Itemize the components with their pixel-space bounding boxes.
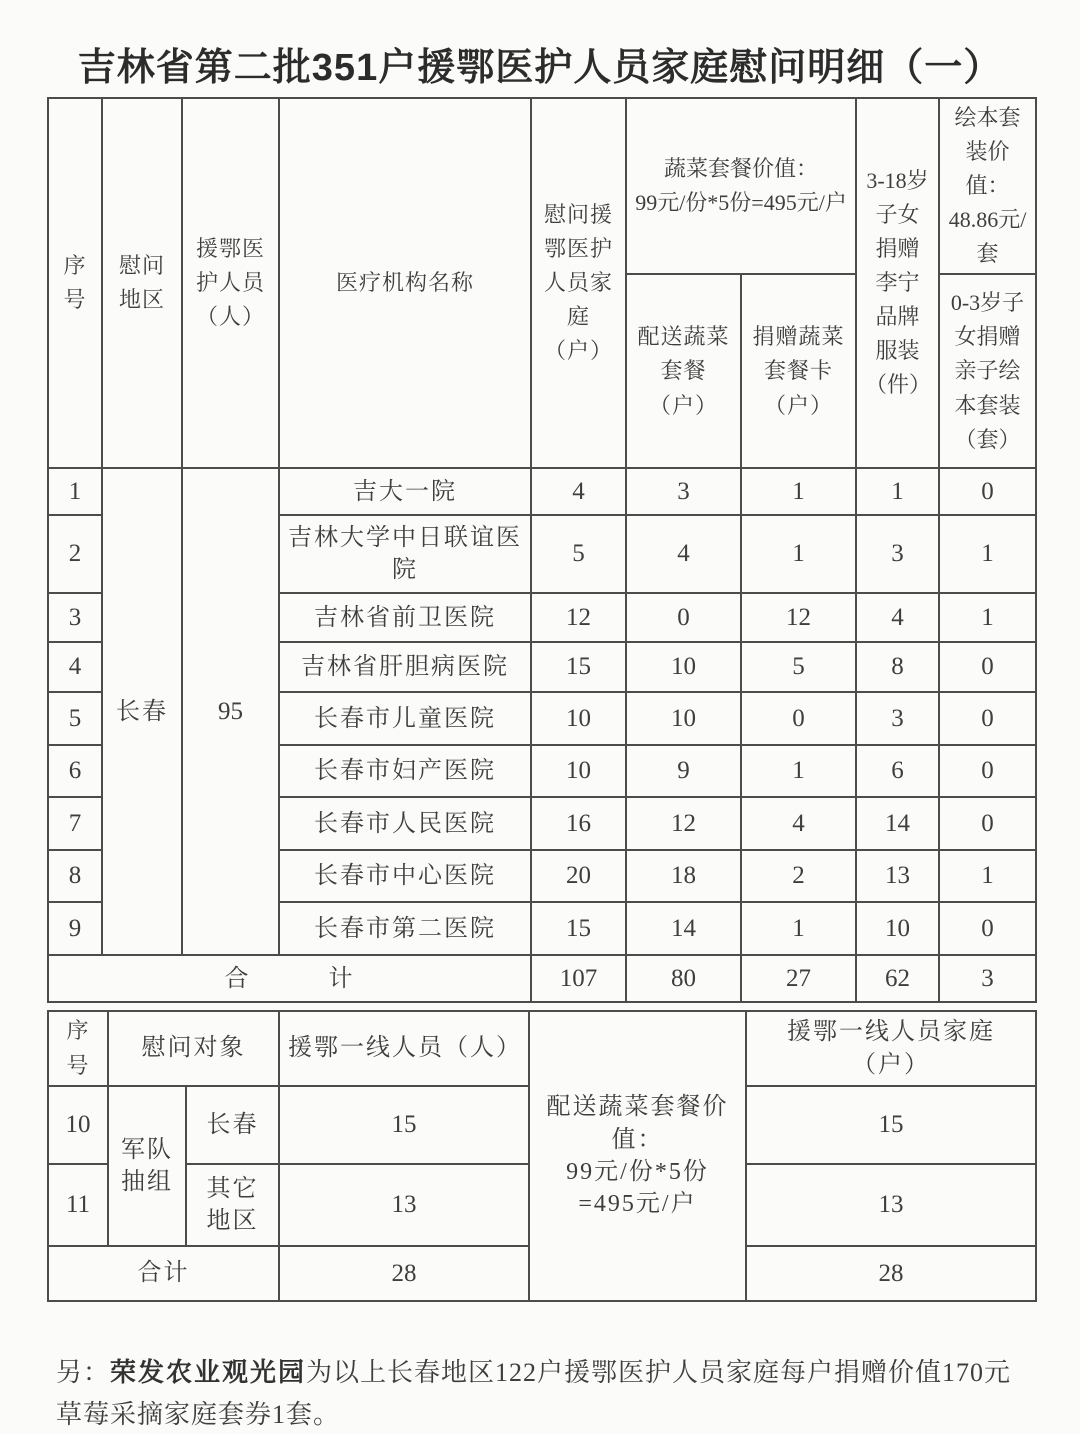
cell-hospital: 吉林省前卫医院 [279,593,531,642]
cell-books: 0 [939,692,1036,745]
header-index: 序号 [48,98,102,468]
cell-families: 10 [531,745,626,797]
cell-veg: 9 [626,745,741,797]
header-families: 慰问援鄂医护人员家庭（户） [531,98,626,468]
cell-card: 1 [741,745,856,797]
header-row-1 [48,98,1036,274]
cell-group: 军队抽组 [108,1086,186,1246]
cell-no: 7 [48,797,102,850]
cell-people: 13 [279,1164,529,1246]
cell-no: 6 [48,745,102,797]
cell-hospital: 长春市人民医院 [279,797,531,850]
medical-staff-consolation-table [47,97,1037,1003]
cell-region-staff: 95 [182,468,279,955]
cell-people: 15 [279,1086,529,1164]
cell-no: 9 [48,902,102,955]
cell-no: 4 [48,642,102,692]
cell-books: 1 [939,850,1036,902]
cell-clothing: 6 [856,745,939,797]
cell-area: 其它地区 [186,1164,279,1246]
cell-veg: 3 [626,468,741,515]
cell-clothing: 13 [856,850,939,902]
header-clothing: 3-18岁子女捐赠李宁品牌服装（件） [856,98,939,468]
cell-hospital: 吉林省肝胆病医院 [279,642,531,692]
cell-veg: 12 [626,797,741,850]
cell-clothing: 10 [856,902,939,955]
total-label: 合计 [48,1246,279,1301]
cell-card: 1 [741,515,856,593]
header-index: 序号 [48,1011,108,1086]
cell-books: 0 [939,902,1036,955]
header-vegetable-value: 蔬菜套餐价值： 99元/份*5份=495元/户 [626,98,856,274]
header-book-sets: 0-3岁子女捐赠亲子绘本套装（套） [939,274,1036,468]
cell-veg: 0 [626,593,741,642]
cell-clothing: 3 [856,515,939,593]
total-card: 27 [741,955,856,1002]
header-region: 慰问地区 [102,98,182,468]
cell-card: 4 [741,797,856,850]
cell-hospital: 长春市妇产医院 [279,745,531,797]
cell-families: 12 [531,593,626,642]
cell-books: 0 [939,797,1036,850]
header-frontline-families: 援鄂一线人员家庭 （户） [746,1011,1036,1086]
cell-families: 15 [746,1086,1036,1164]
page-title: 吉林省第二批351户援鄂医护人员家庭慰问明细（一） [77,47,1003,89]
cell-families: 10 [531,692,626,745]
cell-families: 4 [531,468,626,515]
header-veg-card: 捐赠蔬菜套餐卡（户） [741,274,856,468]
cell-families: 15 [531,642,626,692]
cell-veg: 4 [626,515,741,593]
cell-books: 0 [939,642,1036,692]
total-veg: 80 [626,955,741,1002]
cell-hospital: 吉林大学中日联谊医院 [279,515,531,593]
cell-no: 8 [48,850,102,902]
footnote-org: 荣发农业观光园 [110,1357,307,1387]
cell-vegetable-value: 配送蔬菜套餐价值： 99元/份*5份=495元/户 [529,1011,746,1301]
total-clothing: 62 [856,955,939,1002]
cell-veg: 18 [626,850,741,902]
cell-clothing: 1 [856,468,939,515]
cell-card: 1 [741,468,856,515]
total-families: 28 [746,1246,1036,1301]
header-veg-delivery: 配送蔬菜套餐（户） [626,274,741,468]
cell-hospital: 长春市儿童医院 [279,692,531,745]
header-row [48,1011,1036,1086]
cell-card: 2 [741,850,856,902]
header-institution: 医疗机构名称 [279,98,531,468]
cell-card: 0 [741,692,856,745]
header-target: 慰问对象 [108,1011,279,1086]
footnote-prefix: 另： [56,1358,111,1387]
cell-families: 13 [746,1164,1036,1246]
cell-no: 3 [48,593,102,642]
cell-no: 10 [48,1086,108,1164]
cell-no: 11 [48,1164,108,1246]
cell-clothing: 8 [856,642,939,692]
header-frontline: 援鄂一线人员（人） [279,1011,529,1086]
cell-no: 5 [48,692,102,745]
total-row [48,955,1036,1002]
cell-no: 1 [48,468,102,515]
total-people: 28 [279,1246,529,1301]
footnote [56,1352,1031,1434]
cell-books: 1 [939,593,1036,642]
cell-area: 长春 [186,1086,279,1164]
cell-no: 2 [48,515,102,593]
table-row [48,468,1036,515]
cell-clothing: 4 [856,593,939,642]
cell-books: 1 [939,515,1036,593]
cell-families: 16 [531,797,626,850]
cell-hospital: 长春市第二医院 [279,902,531,955]
total-families: 107 [531,955,626,1002]
cell-books: 0 [939,468,1036,515]
footnote-body: 为以上长春地区122户援鄂医护人员家庭每户捐赠价值170元草莓采摘家庭套券1套。 [56,1358,1012,1429]
cell-veg: 10 [626,692,741,745]
cell-region: 长春 [102,468,182,955]
military-frontline-table [47,1010,1037,1302]
cell-veg: 14 [626,902,741,955]
cell-clothing: 14 [856,797,939,850]
total-label: 合 计 [48,955,531,1002]
total-books: 3 [939,955,1036,1002]
cell-hospital: 吉大一院 [279,468,531,515]
cell-families: 15 [531,902,626,955]
cell-veg: 10 [626,642,741,692]
cell-hospital: 长春市中心医院 [279,850,531,902]
header-staff-count: 援鄂医护人员（人） [182,98,279,468]
cell-card: 5 [741,642,856,692]
cell-card: 1 [741,902,856,955]
cell-clothing: 3 [856,692,939,745]
cell-families: 20 [531,850,626,902]
cell-books: 0 [939,745,1036,797]
cell-families: 5 [531,515,626,593]
cell-card: 12 [741,593,856,642]
header-book-value: 绘本套装价值：48.86元/套 [939,98,1036,274]
